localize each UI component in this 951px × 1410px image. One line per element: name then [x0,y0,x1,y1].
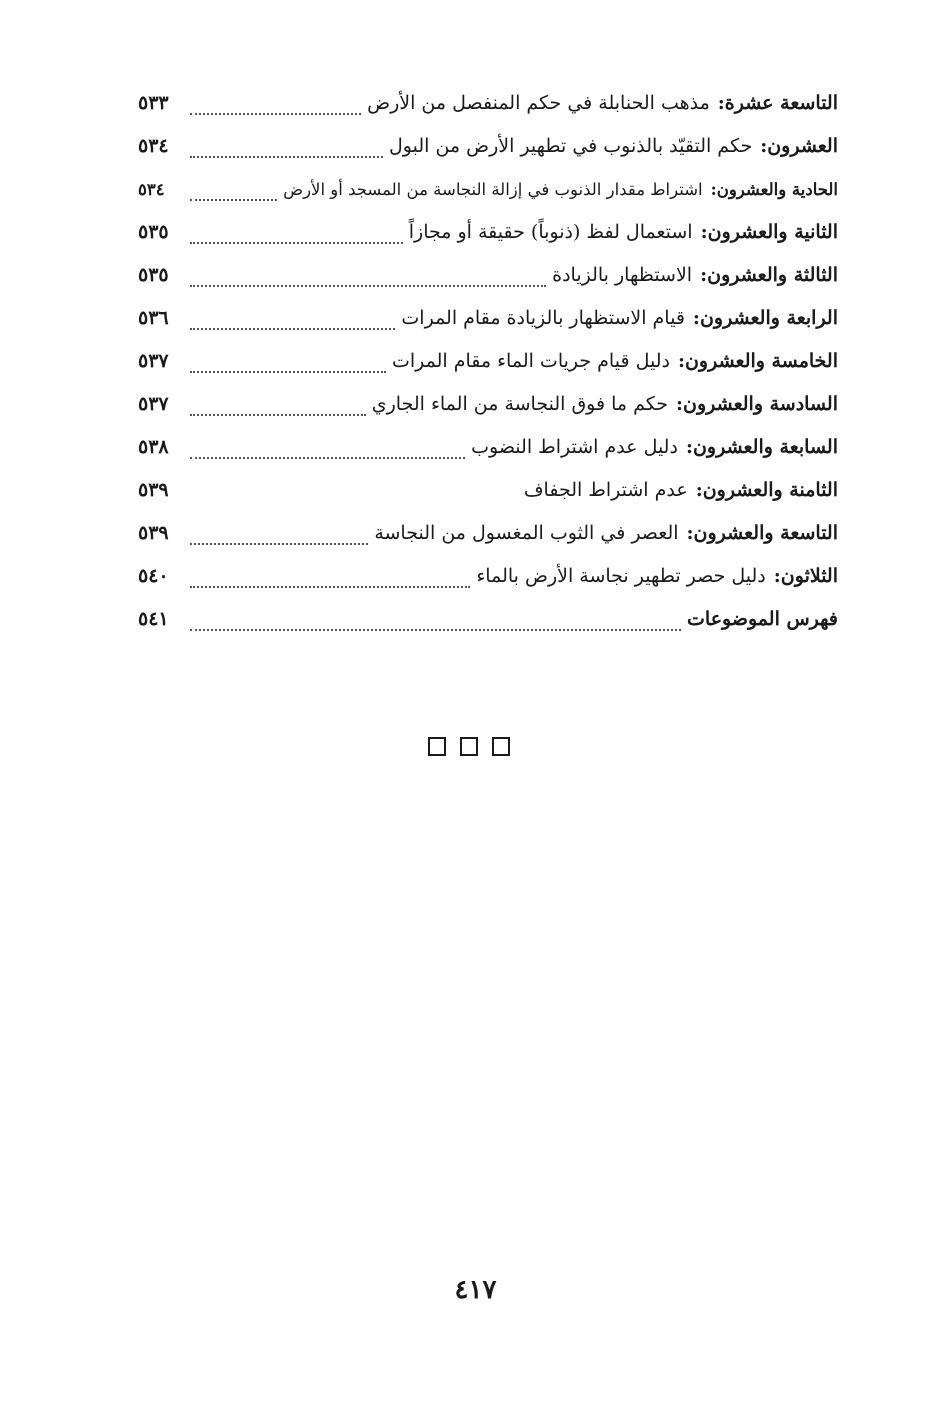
entry-separator: : [700,264,708,286]
entry-label: التاسعة والعشرون [693,522,838,544]
toc-entry [138,555,838,598]
entry-page-number: ٥٣٣ [138,92,169,114]
dot-leader [190,285,546,287]
entry-label: الخامسة والعشرون [684,350,838,372]
entry-label: الثلاثون [780,565,838,587]
entry-separator: : [692,307,700,329]
entry-separator: : [686,522,694,544]
toc-entry [138,383,838,426]
dot-leader [190,242,403,244]
entry-label: الثانية والعشرون [707,221,838,243]
entry-label: الثالثة والعشرون [707,264,838,286]
entry-page-number: ٥٤٠ [138,565,169,587]
dot-leader [190,457,465,459]
entry-separator: : [677,350,685,372]
dot-leader [190,113,361,115]
entry-title: اشتراط مقدار الذنوب في إزالة النجاسة من المسجد أو الأرض [283,180,703,199]
entry-label: السابعة والعشرون [692,436,838,458]
dot-leader [190,586,470,588]
entry-title: حكم التقيّد بالذنوب في تطهير الأرض من البول [388,135,753,157]
square-ornament-icon [428,737,446,756]
entry-label: السادسة والعشرون [683,393,838,415]
entry-page-number: ٥٣٦ [138,307,169,329]
entry-title: دليل قيام جريات الماء مقام المرات [392,350,670,372]
entry-page-number: ٥٣٩ [138,522,169,544]
entry-title: عدم اشتراط الجفاف [523,479,688,501]
entry-title: مذهب الحنابلة في حكم المنفصل من الأرض [367,92,710,114]
entry-label: العشرون [767,135,838,157]
entry-title: الاستظهار بالزيادة [552,264,693,286]
entry-label: الحادية والعشرون [716,180,838,199]
toc-entry [138,512,838,555]
dot-leader [190,156,383,158]
table-of-contents [138,82,838,641]
dot-leader [190,414,366,416]
toc-entry [138,168,838,211]
toc-entry [138,82,838,125]
entry-page-number: ٥٣٩ [138,479,169,501]
dot-leader [190,199,277,201]
page-number: ٤١٧ [454,1275,497,1305]
toc-entry [138,297,838,340]
section-end-ornament [428,737,510,756]
entry-page-number: ٥٣٤ [138,180,165,199]
entry-page-number: ٥٣٥ [138,264,169,286]
entry-page-number: ٥٣٧ [138,393,169,415]
toc-entry [138,469,838,512]
entry-separator: : [773,565,781,587]
square-ornament-icon [460,737,478,756]
entry-page-number: ٥٣٤ [138,135,169,157]
toc-entry [138,211,838,254]
entry-separator: : [676,393,684,415]
entry-title: دليل عدم اشتراط النضوب [471,436,678,458]
entry-separator: : [695,479,703,501]
square-ornament-icon [492,737,510,756]
entry-page-number: ٥٣٧ [138,350,169,372]
entry-page-number: ٥٤١ [138,608,169,630]
entry-label: الرابعة والعشرون [699,307,838,329]
entry-page-number: ٥٣٥ [138,221,169,243]
entry-title: استعمال لفظ (ذنوباً) حقيقة أو مجازاً [408,221,693,243]
entry-label: فهرس الموضوعات [687,608,838,630]
entry-separator: : [710,180,717,199]
toc-entry [138,125,838,168]
toc-entry [138,254,838,297]
entry-separator: : [760,135,768,157]
dot-leader [190,543,368,545]
toc-entry [138,426,838,469]
entry-title: حكم ما فوق النجاسة من الماء الجاري [371,393,669,415]
dot-leader [190,371,386,373]
entry-label: الثامنة والعشرون [702,479,838,501]
entry-title: دليل حصر تطهير نجاسة الأرض بالماء [476,565,766,587]
toc-entry-index [138,598,838,641]
entry-separator: : [700,221,708,243]
dot-leader [190,328,395,330]
entry-separator: : [717,92,725,114]
entry-title: العصر في الثوب المغسول من النجاسة [374,522,679,544]
entry-page-number: ٥٣٨ [138,436,169,458]
dot-leader [190,629,681,631]
entry-title: قيام الاستظهار بالزيادة مقام المرات [401,307,685,329]
entry-label: التاسعة عشرة [724,92,838,114]
entry-separator: : [685,436,693,458]
toc-entry [138,340,838,383]
